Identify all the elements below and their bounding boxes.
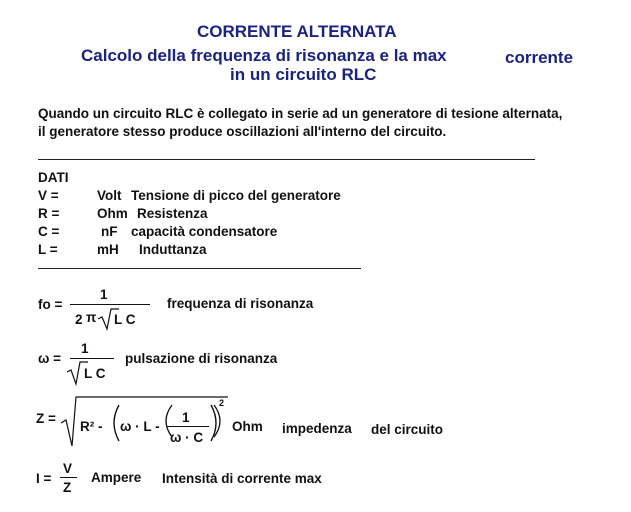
dati-symbol: L =: [38, 242, 58, 257]
intro-line-2: il generatore stesso produce oscillazioni all'interno del circuito.: [38, 124, 447, 139]
z-lhs: Z =: [36, 411, 56, 426]
divider-bottom: [38, 268, 361, 269]
omega-den-root: L C: [84, 366, 106, 381]
i-description: Intensità di corrente max: [162, 471, 322, 486]
z-inner-numerator: 1: [182, 410, 190, 425]
intro-line-1: Quando un circuito RLC è collegato in serie ad un generatore di tesione alternata,: [38, 106, 563, 121]
omega-description: pulsazione di risonanza: [125, 351, 278, 366]
fo-lhs: fo =: [38, 297, 63, 312]
page-title: CORRENTE ALTERNATA: [197, 22, 397, 41]
i-unit: Ampere: [91, 470, 142, 485]
dati-symbol: R =: [38, 206, 60, 221]
divider-top: [38, 159, 535, 160]
dati-unit: Ohm: [97, 206, 128, 221]
fo-description: frequenza di risonanza: [167, 296, 314, 311]
dati-description: Tensione di picco del generatore: [131, 188, 341, 203]
fo-fraction-line: [70, 304, 150, 305]
z-inner-fraction-line: [167, 426, 209, 427]
omega-numerator: 1: [81, 341, 89, 356]
i-denominator: Z: [63, 480, 72, 495]
omega-fraction-line: [70, 358, 114, 359]
dati-unit: nF: [101, 224, 118, 239]
z-description-2: del circuito: [371, 422, 444, 437]
page-subtitle: Calcolo della frequenza di risonanza e la max: [81, 46, 447, 65]
dati-description: Induttanza: [139, 242, 207, 257]
i-fraction-line: [60, 477, 77, 478]
i-lhs: I =: [36, 471, 52, 486]
fo-den-root: L C: [114, 312, 136, 327]
page-subtitle-line2: in un circuito RLC: [230, 65, 377, 84]
z-inner-denominator: ω · C: [170, 430, 204, 445]
dati-unit: mH: [97, 242, 119, 257]
dati-symbol: C =: [38, 224, 60, 239]
dati-heading: DATI: [38, 170, 69, 185]
page-subtitle-tail: corrente: [505, 48, 574, 67]
z-exponent: 2: [219, 398, 225, 408]
dati-description: capacità condensatore: [131, 224, 278, 239]
z-r-squared: R² -: [80, 419, 103, 434]
z-unit: Ohm: [232, 419, 263, 434]
omega-lhs: ω =: [38, 351, 62, 366]
z-inner-left: ω · L -: [120, 419, 160, 434]
dati-unit: Volt: [97, 188, 122, 203]
dati-description: Resistenza: [137, 206, 208, 221]
pi-symbol: π: [86, 310, 97, 325]
i-numerator: V: [63, 461, 73, 476]
right-paren-icon: [208, 403, 222, 443]
z-description: impedenza: [282, 421, 352, 436]
dati-symbol: V =: [38, 188, 59, 203]
fo-den-prefix: 2: [75, 312, 83, 327]
fo-numerator: 1: [100, 287, 108, 302]
